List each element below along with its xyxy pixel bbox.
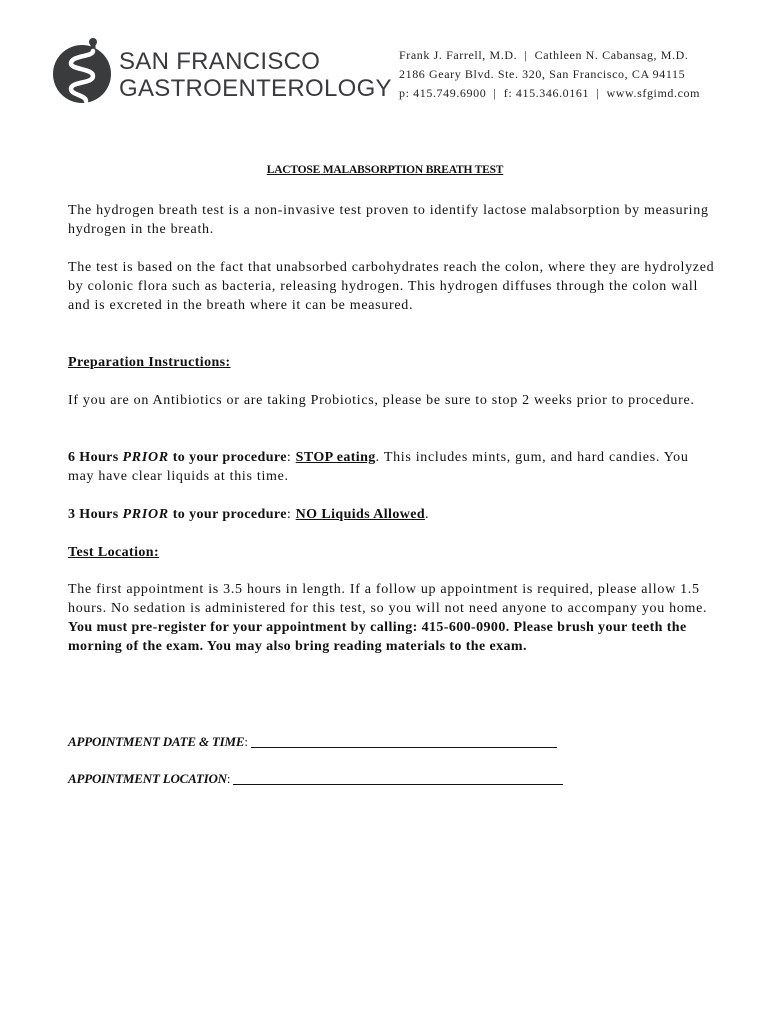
test-location-bold-text: You must pre-register for your appointment by calling: 415-600-0900. Please brush your teeth the morning of the exam. You may also bring reading materials to the exam. [68, 620, 687, 654]
address-line: 2186 Geary Blvd. Ste. 320, San Francisco, CA 94115 [399, 67, 686, 81]
three-hours-prior: PRIOR [122, 507, 169, 522]
three-hours-tail: . [425, 507, 430, 522]
appointment-location-blank-line[interactable] [233, 771, 563, 785]
appointment-location-field [68, 771, 563, 787]
appointment-datetime-colon: : [244, 734, 248, 749]
six-hours-rest: to your procedure [168, 450, 287, 465]
three-hours-no-liquids: NO Liquids Allowed [295, 507, 426, 522]
doctors-line: Frank J. Farrell, M.D. | Cathleen N. Cabansag, M.D. [399, 48, 689, 62]
intestine-logo-icon [52, 37, 112, 107]
appointment-location-colon: : [226, 771, 231, 786]
six-hours-tail: . This includes mints, gum, and hard candies. You may have clear liquids at this time. [68, 450, 689, 484]
preparation-heading [68, 353, 718, 372]
document-title: LACTOSE MALABSORPTION BREATH TEST [266, 164, 504, 176]
three-hours-colon: : [286, 507, 296, 522]
logo-line-2: GASTROENTEROLOGY [119, 75, 392, 102]
test-location-heading [68, 543, 718, 562]
appointment-location-label: APPOINTMENT LOCATION [68, 771, 227, 786]
contact-block [399, 46, 700, 103]
three-hours-rest: to your procedure [168, 507, 287, 522]
six-hours-stop-eating: STOP eating [295, 450, 376, 465]
appointment-datetime-label: APPOINTMENT DATE & TIME [68, 734, 245, 749]
test-location-text: The first appointment is 3.5 hours in length. If a follow up appointment is required, please allow 1.5 hours. No sedation is administered for this test, so you will not need anyone to accompany you home. [68, 582, 708, 616]
appointment-datetime-blank-line[interactable] [251, 734, 557, 748]
intro-paragraph-1: The hydrogen breath test is a non-invasive test proven to identify lactose malabsorption by measuring hydrogen in the breath. [68, 203, 709, 237]
antibiotics-instruction: If you are on Antibiotics or are taking Probiotics, please be sure to stop 2 weeks prior to procedure. [68, 393, 695, 408]
six-hours-instruction [68, 448, 718, 486]
phone-line: p: 415.749.6900 | f: 415.346.0161 | www.sfgimd.com [399, 86, 701, 100]
preparation-heading-text: Preparation Instructions: [68, 355, 231, 370]
test-location-paragraph [68, 580, 718, 656]
intro-paragraph-2: The test is based on the fact that unabsorbed carbohydrates reach the colon, where they are hydrolyzed by colonic flora such as bacteria, releasing hydrogen. This hydrogen diffuses through the colon wall and is excreted in the breath where it can be measured. [68, 260, 715, 313]
three-hours-lead: 3 Hours [68, 507, 123, 522]
practice-logo-name [119, 48, 392, 102]
six-hours-prior: PRIOR [122, 450, 169, 465]
three-hours-instruction [68, 505, 718, 524]
test-location-heading-text: Test Location: [68, 545, 160, 560]
six-hours-colon: : [286, 450, 296, 465]
logo-line-1: SAN FRANCISCO [119, 48, 321, 75]
six-hours-lead: 6 Hours [68, 450, 123, 465]
appointment-datetime-field [68, 734, 557, 750]
